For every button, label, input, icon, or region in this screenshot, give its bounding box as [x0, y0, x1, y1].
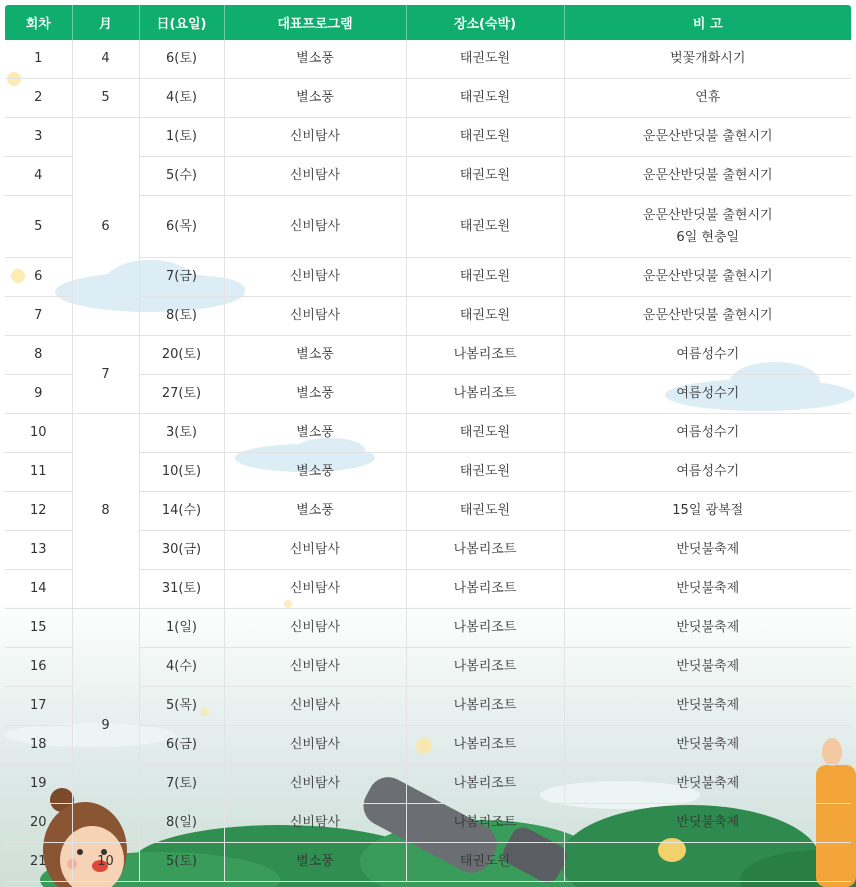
note-cell: 여름성수기	[564, 336, 851, 375]
place-cell: 나봄리조트	[406, 531, 564, 570]
column-header-place: 장소(숙박)	[406, 5, 564, 40]
place-cell: 나봄리조트	[406, 726, 564, 765]
date-cell: 6(토)	[139, 40, 224, 79]
date-cell: 10(토)	[139, 453, 224, 492]
program-cell: 별소풍	[224, 40, 406, 79]
place-cell: 나봄리조트	[406, 336, 564, 375]
month-cell: 4	[72, 40, 139, 79]
date-cell: 5(토)	[139, 843, 224, 882]
round-cell: 7	[5, 297, 72, 336]
round-cell: 15	[5, 609, 72, 648]
note-cell: 여름성수기	[564, 375, 851, 414]
round-cell: 9	[5, 375, 72, 414]
place-cell: 태권도원	[406, 492, 564, 531]
place-cell: 나봄리조트	[406, 687, 564, 726]
note-cell: 반딧불축제	[564, 570, 851, 609]
program-cell: 신비탐사	[224, 118, 406, 157]
program-cell: 신비탐사	[224, 157, 406, 196]
date-cell: 3(토)	[139, 414, 224, 453]
column-header-date: 日(요일)	[139, 5, 224, 40]
place-cell: 태권도원	[406, 258, 564, 297]
place-cell: 태권도원	[406, 118, 564, 157]
round-cell: 20	[5, 804, 72, 843]
column-header-program: 대표프로그램	[224, 5, 406, 40]
place-cell: 태권도원	[406, 40, 564, 79]
round-cell: 14	[5, 570, 72, 609]
month-cell: 8	[72, 414, 139, 609]
column-header-month: 月	[72, 5, 139, 40]
note-cell: 운문산반딧불 출현시기	[564, 258, 851, 297]
note-cell	[564, 196, 851, 258]
program-cell: 신비탐사	[224, 726, 406, 765]
date-cell: 31(토)	[139, 570, 224, 609]
round-cell: 2	[5, 79, 72, 118]
schedule-table	[5, 5, 851, 882]
program-cell: 별소풍	[224, 453, 406, 492]
note-cell: 반딧불축제	[564, 726, 851, 765]
program-cell: 별소풍	[224, 375, 406, 414]
table-row	[5, 118, 851, 157]
program-cell: 별소풍	[224, 843, 406, 882]
table-header-row	[5, 5, 851, 40]
date-cell: 1(토)	[139, 118, 224, 157]
table-row	[5, 336, 851, 375]
round-cell: 1	[5, 40, 72, 79]
place-cell: 나봄리조트	[406, 765, 564, 804]
place-cell: 나봄리조트	[406, 609, 564, 648]
round-cell: 17	[5, 687, 72, 726]
column-header-round: 회차	[5, 5, 72, 40]
round-cell: 13	[5, 531, 72, 570]
round-cell: 11	[5, 453, 72, 492]
note-line: 6일 현충일	[676, 229, 740, 245]
round-cell: 19	[5, 765, 72, 804]
round-cell: 18	[5, 726, 72, 765]
date-cell: 1(일)	[139, 609, 224, 648]
date-cell: 6(금)	[139, 726, 224, 765]
round-cell: 8	[5, 336, 72, 375]
date-cell: 4(수)	[139, 648, 224, 687]
table-row	[5, 843, 851, 882]
note-cell: 15일 광복절	[564, 492, 851, 531]
date-cell: 7(토)	[139, 765, 224, 804]
place-cell: 태권도원	[406, 79, 564, 118]
place-cell: 나봄리조트	[406, 570, 564, 609]
table-row	[5, 414, 851, 453]
note-cell: 벚꽃개화시기	[564, 40, 851, 79]
place-cell: 태권도원	[406, 453, 564, 492]
place-cell: 태권도원	[406, 297, 564, 336]
round-cell: 21	[5, 843, 72, 882]
program-cell: 신비탐사	[224, 804, 406, 843]
date-cell: 6(목)	[139, 196, 224, 258]
date-cell: 8(토)	[139, 297, 224, 336]
date-cell: 14(수)	[139, 492, 224, 531]
date-cell: 8(일)	[139, 804, 224, 843]
note-cell: 반딧불축제	[564, 531, 851, 570]
place-cell: 태권도원	[406, 843, 564, 882]
date-cell: 30(금)	[139, 531, 224, 570]
program-cell: 신비탐사	[224, 609, 406, 648]
column-header-note: 비 고	[564, 5, 851, 40]
program-cell: 별소풍	[224, 79, 406, 118]
round-cell: 5	[5, 196, 72, 258]
program-cell: 별소풍	[224, 336, 406, 375]
note-cell: 반딧불축제	[564, 687, 851, 726]
note-cell: 반딧불축제	[564, 609, 851, 648]
date-cell: 20(토)	[139, 336, 224, 375]
program-cell: 신비탐사	[224, 765, 406, 804]
place-cell: 태권도원	[406, 414, 564, 453]
round-cell: 10	[5, 414, 72, 453]
month-cell: 5	[72, 79, 139, 118]
date-cell: 7(금)	[139, 258, 224, 297]
note-cell: 반딧불축제	[564, 804, 851, 843]
round-cell: 16	[5, 648, 72, 687]
note-cell	[564, 843, 851, 882]
date-cell: 5(목)	[139, 687, 224, 726]
round-cell: 3	[5, 118, 72, 157]
month-cell: 6	[72, 118, 139, 336]
month-cell: 7	[72, 336, 139, 414]
program-cell: 별소풍	[224, 492, 406, 531]
place-cell: 나봄리조트	[406, 375, 564, 414]
table-row	[5, 609, 851, 648]
program-cell: 신비탐사	[224, 531, 406, 570]
note-cell: 여름성수기	[564, 453, 851, 492]
program-cell: 신비탐사	[224, 570, 406, 609]
place-cell: 태권도원	[406, 196, 564, 258]
note-cell: 반딧불축제	[564, 648, 851, 687]
note-cell: 반딧불축제	[564, 765, 851, 804]
table-row	[5, 40, 851, 79]
date-cell: 4(토)	[139, 79, 224, 118]
note-line: 운문산반딧불 출현시기	[642, 207, 773, 223]
note-cell: 여름성수기	[564, 414, 851, 453]
program-cell: 신비탐사	[224, 258, 406, 297]
program-cell: 신비탐사	[224, 297, 406, 336]
program-cell: 별소풍	[224, 414, 406, 453]
round-cell: 12	[5, 492, 72, 531]
program-cell: 신비탐사	[224, 687, 406, 726]
place-cell: 나봄리조트	[406, 804, 564, 843]
date-cell: 5(수)	[139, 157, 224, 196]
program-cell: 신비탐사	[224, 648, 406, 687]
note-cell: 연휴	[564, 79, 851, 118]
place-cell: 태권도원	[406, 157, 564, 196]
note-cell: 운문산반딧불 출현시기	[564, 297, 851, 336]
round-cell: 6	[5, 258, 72, 297]
month-cell: 9	[72, 609, 139, 843]
program-cell: 신비탐사	[224, 196, 406, 258]
month-cell: 10	[72, 843, 139, 882]
place-cell: 나봄리조트	[406, 648, 564, 687]
table-row	[5, 79, 851, 118]
date-cell: 27(토)	[139, 375, 224, 414]
note-cell: 운문산반딧불 출현시기	[564, 118, 851, 157]
round-cell: 4	[5, 157, 72, 196]
note-cell: 운문산반딧불 출현시기	[564, 157, 851, 196]
